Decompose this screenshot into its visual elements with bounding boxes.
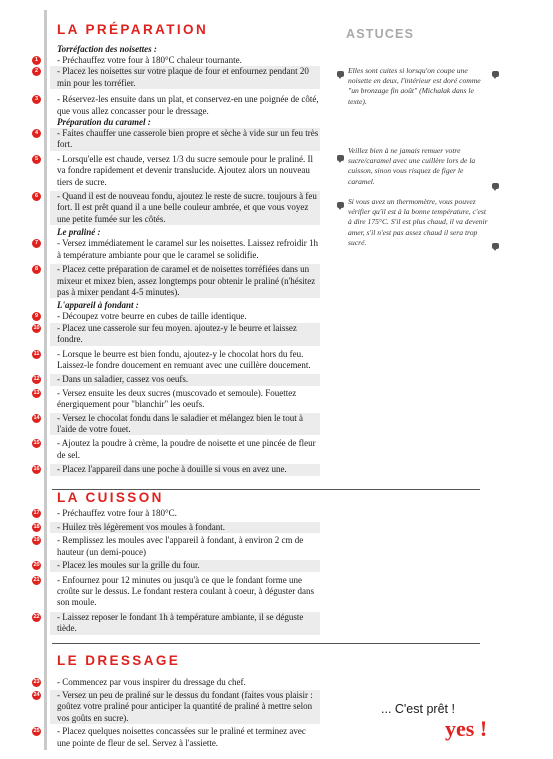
step-number: 6 (32, 192, 41, 201)
step-24 (33, 690, 320, 724)
recipe-main-column (33, 22, 320, 749)
step-number: 3 (32, 95, 41, 104)
section-title-preparation: LA PRÉPARATION (57, 22, 209, 37)
step-20 (33, 560, 320, 571)
step-4 (34, 128, 320, 151)
step-number: 14 (33, 414, 40, 421)
step-text: - Placez quelques noisettes concassées sur le praliné et terminez avec une pointe de fleur de sel. Servez à l'assiette. (57, 726, 306, 748)
step-text: - Placez l'appareil dans une poche à douille si vous en avez une. (57, 464, 287, 475)
comment-icon (337, 71, 344, 77)
comment-icon (337, 155, 344, 161)
step-number: 1 (32, 56, 41, 65)
step-18 (33, 522, 320, 533)
step-text: - Découpez votre beurre en cubes de taille identique. (57, 311, 247, 322)
step-7 (34, 238, 320, 261)
step-8 (34, 264, 320, 298)
step-number: 18 (33, 524, 40, 530)
comment-icon (337, 202, 344, 208)
tip-thermometre: Si vous avez un thermomètre, vous pouvez vérifier qu'il est à la bonne température, c'est à dire 175°C. S'il est plus chaud, il va devenir amer, s'il n'est pas assez chaud il sera trop sucré. (348, 197, 488, 247)
step-text: - Versez un peu de praliné sur le dessus du fondant (faites vous plaisir : goûtez votre praliné pour anticiper la quantité de praliné à mettre selon vos goûts en sucre). (57, 690, 313, 723)
step-10 (33, 322, 320, 346)
step-number: 2 (32, 67, 41, 76)
step-text: - Enfournez pour 12 minutes ou jusqu'à ce que le fondant forme une croûte sur le dessus. Le fondant restera coulant à coeur, à déguster dans son moule. (57, 574, 315, 608)
step-15 (33, 438, 320, 461)
step-number: 25 (33, 728, 40, 735)
yes-logo: yes ! (445, 716, 488, 741)
step-text: - Quand il est de nouveau fondu, ajoutez le reste de sucre. toujours à feu fort. Il est prêt quand il a une belle couleur ambrée, et que vous voyez une petite fumée sur les côtés. (57, 191, 317, 224)
page-margin-line (44, 10, 47, 750)
step-text: - Placez les noisettes sur votre plaque de four et enfournez pendant 20 min pour les torréfier. (57, 66, 309, 88)
subheading-praline: Le praliné : (57, 227, 101, 238)
step-2 (34, 66, 320, 89)
step-text: - Réservez-les ensuite dans un plat, et conservez-en une poignée de côté, que vous allez concasser pour le dressage. (57, 94, 319, 116)
comment-icon (492, 71, 499, 77)
step-12 (33, 374, 320, 385)
subheading-torrefaction: Torréfaction des noisettes : (57, 44, 157, 54)
section-title-dressage: LE DRESSAGE (57, 652, 181, 668)
astuces-title: ASTUCES (346, 27, 415, 41)
step-text: - Remplissez les moules avec l'appareil à fondant, à environ 2 cm de hauteur (un demi-pouce) (57, 535, 304, 557)
step-number: 19 (33, 537, 40, 544)
comment-icon (492, 243, 499, 249)
step-text: - Commencez par vous inspirer du dressage du chef. (57, 676, 246, 687)
tip-caramel: Veillez bien à ne jamais remuer votre sucre/caramel avec une cuillère lors de la cuisson, sinon vous risquez de figer le caramel. (348, 146, 476, 186)
subheading-appareil: L'appareil à fondant : (57, 300, 139, 311)
preparation-header (50, 22, 320, 44)
step-text: - Préchauffez votre four à 180°C chaleur tournante. (57, 55, 242, 65)
step-text: - Placez une casserole sur feu moyen. ajoutez-y le beurre et laissez fondre. (57, 322, 297, 345)
step-23 (33, 676, 320, 688)
step-number: 15 (33, 440, 40, 447)
step-11 (33, 348, 320, 372)
step-number: 22 (33, 613, 40, 620)
step-16 (33, 464, 320, 475)
step-number: 8 (32, 265, 41, 274)
step-number: 12 (33, 376, 40, 383)
cuisson-header (50, 476, 320, 508)
step-text: - Huilez très légèrement vos moules à fondant. (57, 522, 225, 532)
step-number: 4 (32, 129, 41, 138)
ready-text: ... C'est prêt ! (381, 702, 455, 716)
step-text: - Laissez reposer le fondant 1h à température ambiante, il se déguste tiède. (57, 611, 304, 634)
step-19 (33, 535, 320, 558)
step-5 (34, 153, 320, 188)
step-text: - Placez les moules sur la grille du four. (57, 560, 200, 571)
step-text: - Lorsqu'elle est chaude, versez 1/3 du sucre semoule pour le praliné. Il va fondre rapidement et devenir translucide. Ajoutez alors un nouveau tiers de sucre. (57, 153, 314, 187)
tip-noisettes: Elles sont cuites si lorsqu'on coupe une noisette en deux, l'intérieur est doré comme "un bronzage fin août" (Michalak dans le texte). (348, 66, 481, 106)
step-number: 21 (33, 576, 40, 583)
step-1 (34, 55, 320, 66)
step-17 (33, 507, 320, 519)
subheading-caramel: Préparation du caramel : (57, 117, 151, 128)
comment-icon (492, 183, 499, 189)
step-number: 7 (32, 239, 41, 248)
section-title-cuisson: LA CUISSON (57, 489, 164, 505)
divider-line (52, 489, 480, 490)
step-number: 13 (33, 389, 40, 396)
step-number: 23 (33, 678, 40, 685)
step-3 (34, 94, 320, 117)
step-text: - Versez ensuite les deux sucres (muscovado et semoule). Fouettez énergiquement pour "blanchir" les oeufs. (57, 387, 297, 410)
step-14 (33, 412, 320, 436)
step-text: - Faites chauffer une casserole bien propre et sèche à vide sur un feu très fort. (57, 128, 319, 150)
step-6 (34, 191, 320, 225)
step-number: 24 (33, 692, 40, 699)
step-number: 10 (33, 324, 40, 331)
step-number: 9 (32, 312, 41, 321)
step-text: - Préchauffez votre four à 180°C. (57, 507, 177, 518)
divider-line (52, 643, 480, 644)
step-text: - Dans un saladier, cassez vos oeufs. (57, 374, 189, 385)
step-number: 20 (33, 562, 40, 569)
step-number: 16 (33, 466, 40, 473)
step-21 (33, 574, 320, 609)
step-13 (33, 387, 320, 411)
step-text: - Lorsque le beurre est bien fondu, ajoutez-y le chocolat hors du feu. Laissez-le fondre doucement en remuant avec une cuillère doucement. (57, 348, 311, 370)
dressage-header (50, 635, 320, 677)
step-text: - Versez immédiatement le caramel sur les noisettes. Laissez refroidir 1h à température ambiante pour que le caramel se solidifie. (57, 238, 318, 260)
step-9 (34, 311, 320, 322)
step-number: 5 (32, 155, 41, 164)
step-25 (33, 726, 320, 749)
step-text: - Ajoutez la poudre à crème, la poudre de noisette et une pincée de fleur de sel. (57, 438, 316, 460)
step-number: 11 (33, 350, 40, 357)
step-text: - Versez le chocolat fondu dans le saladier et mélangez bien le tout à l'aide de votre fouet. (57, 412, 303, 434)
step-number: 17 (33, 509, 40, 516)
step-text: - Placez cette préparation de caramel et de noisettes torréfiées dans un mixeur et mixez bien, assez longtemps pour obtenir le praliné (n'hésitez pas à mixer pendant 4-5 minutes). (57, 264, 316, 297)
step-22 (33, 611, 320, 635)
